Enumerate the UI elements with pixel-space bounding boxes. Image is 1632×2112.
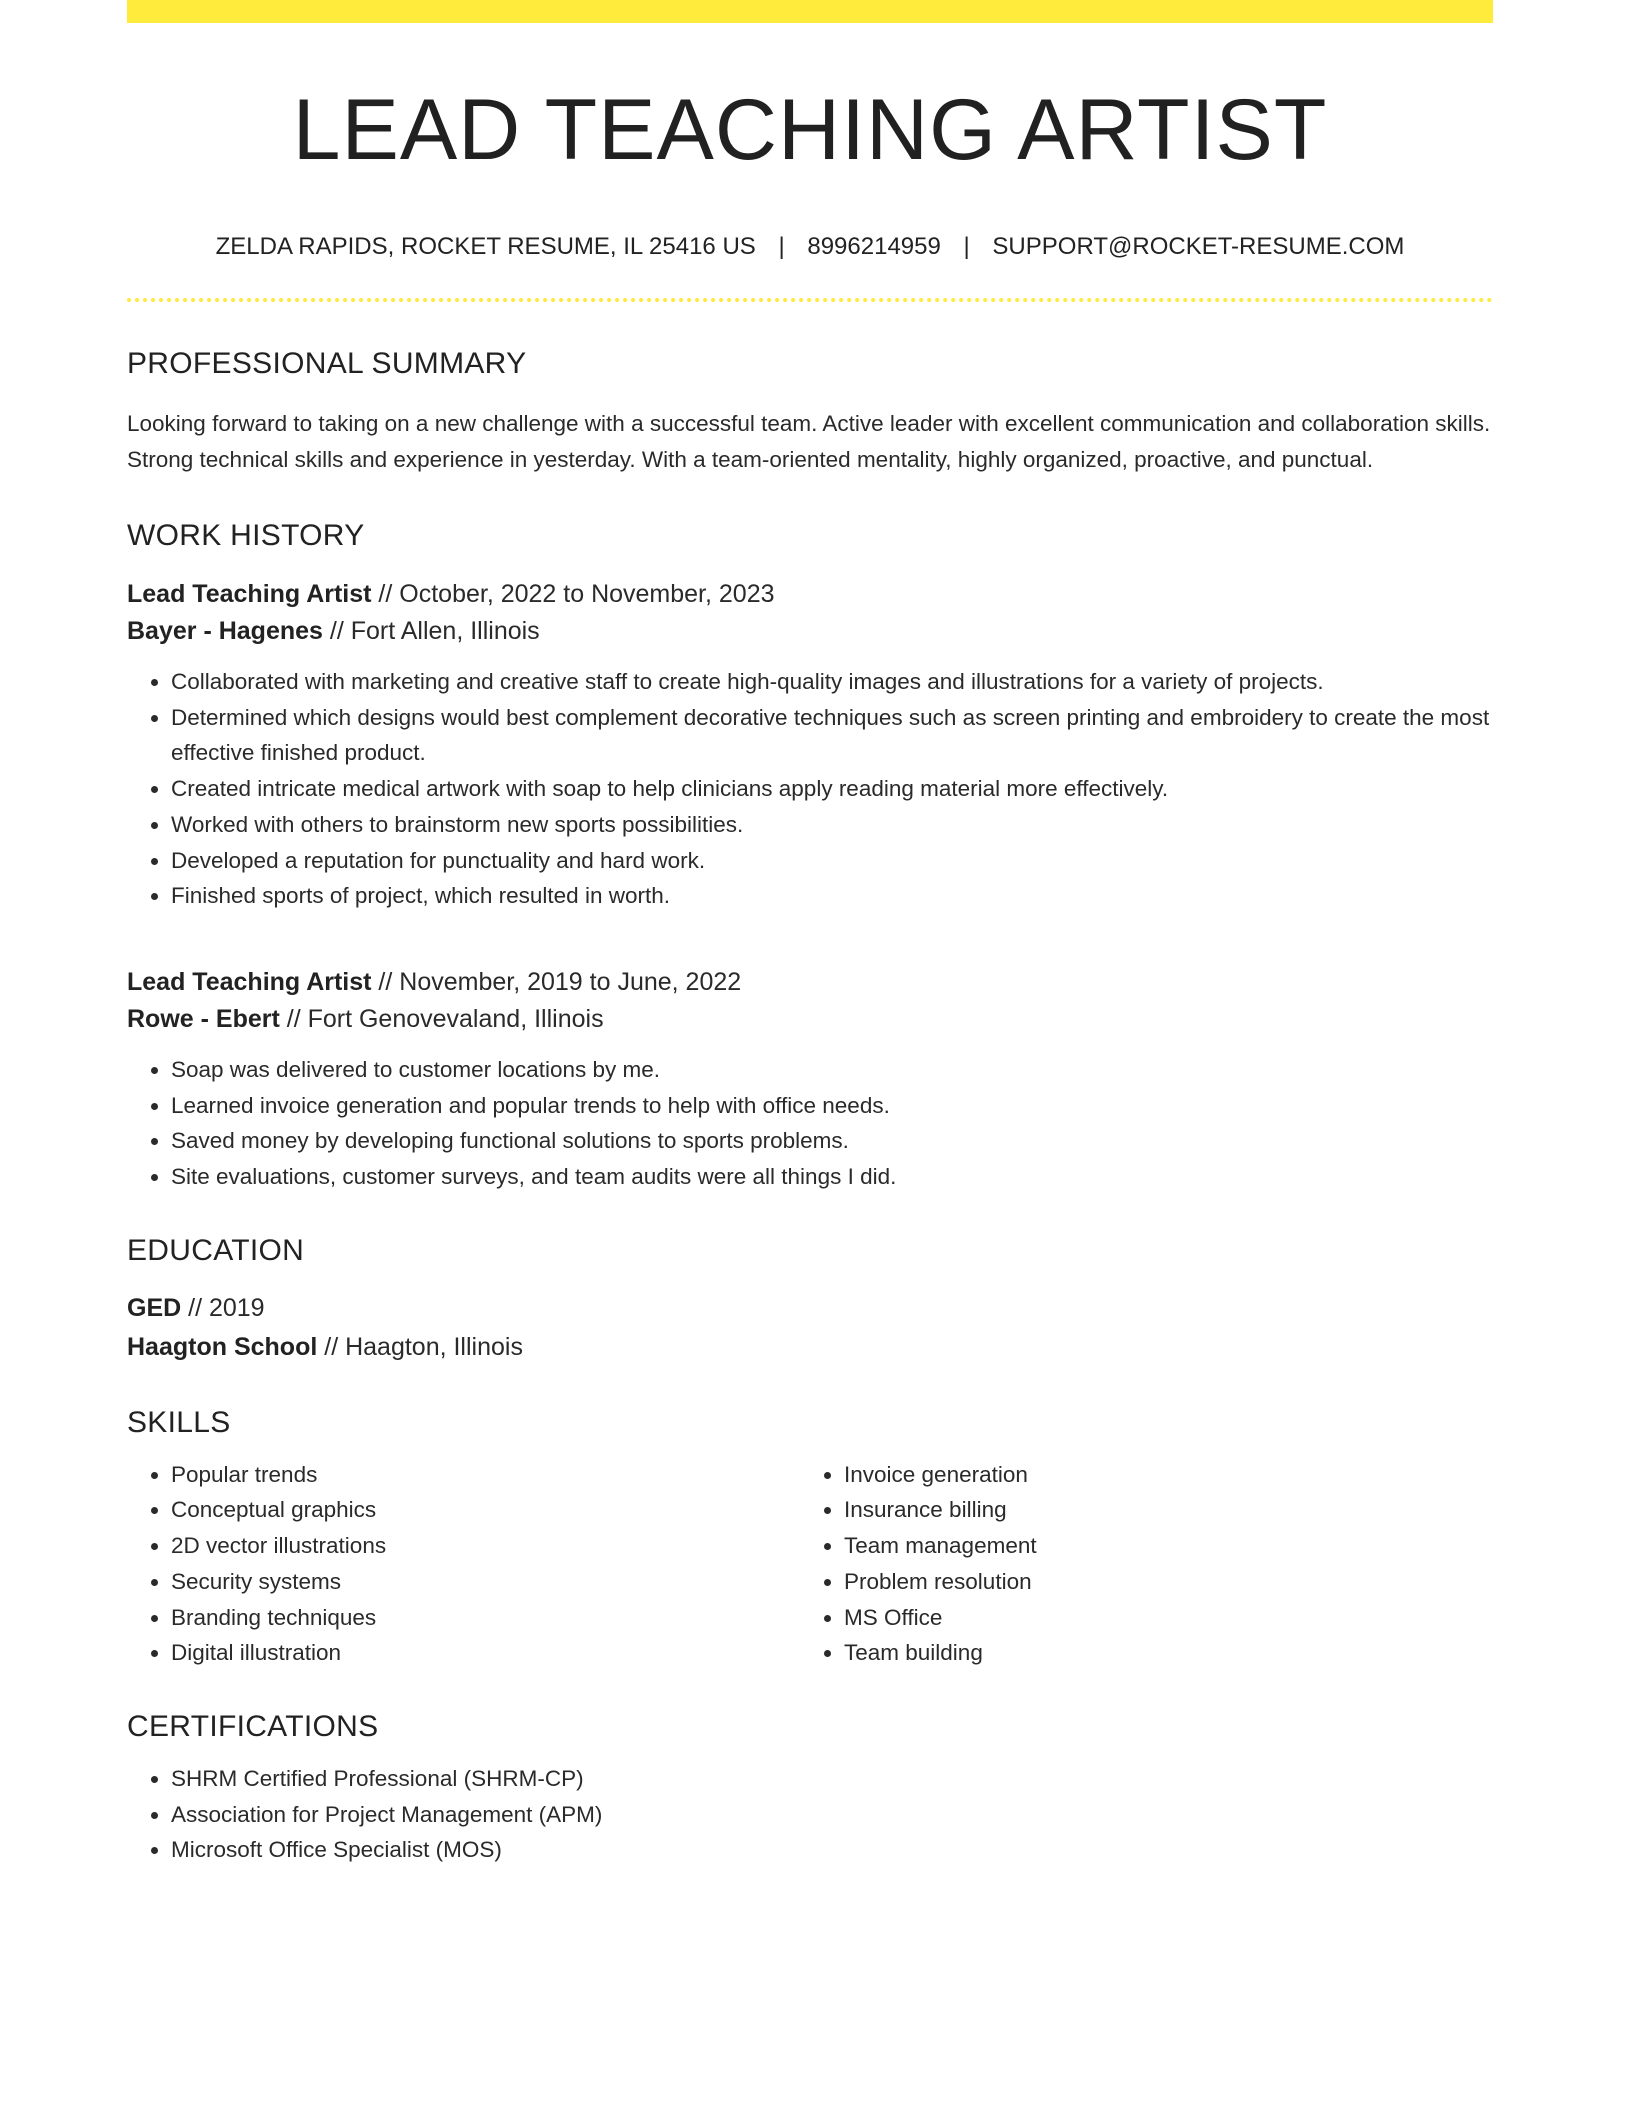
job-role-line: [127, 576, 1493, 613]
job-bullet-list: [127, 1052, 1493, 1195]
skill-item: • Team management: [844, 1528, 1473, 1564]
contact-separator: |: [778, 233, 785, 260]
contact-line: [127, 232, 1493, 262]
skills-heading: SKILLS: [127, 1405, 231, 1439]
education-year: // 2019: [181, 1293, 265, 1322]
certification-item: • Microsoft Office Specialist (MOS): [171, 1832, 1493, 1868]
job-entry: [127, 576, 1493, 914]
education-degree: GED: [127, 1293, 182, 1322]
skill-item: • Insurance billing: [844, 1492, 1473, 1528]
job-location: // Fort Genovevaland, Illinois: [279, 1004, 604, 1033]
skill-item: • Digital illustration: [171, 1635, 800, 1671]
skills-column-left: [127, 1457, 800, 1671]
job-bullet: • Developed a reputation for punctuality and hard work.: [171, 843, 1493, 879]
job-role-line: [127, 964, 1493, 1001]
contact-email: SUPPORT@ROCKET-RESUME.COM: [992, 233, 1405, 260]
skill-item: • Security systems: [171, 1564, 800, 1600]
education-degree-line: [127, 1289, 1493, 1328]
job-bullet-list: [127, 664, 1493, 914]
job-bullet: • Soap was delivered to customer locations by me.: [171, 1052, 1493, 1088]
summary-text: Looking forward to taking on a new challenge with a successful team. Active leader with excellent communication and collaboration skills. Strong technical skills and experience in yesterday. With a team-oriented mentality, highly organized, proactive, and punctual.: [127, 411, 1491, 472]
skill-item: • Problem resolution: [844, 1564, 1473, 1600]
skill-item: • MS Office: [844, 1600, 1473, 1636]
job-dates: // October, 2022 to November, 2023: [371, 580, 775, 608]
job-entry: [127, 964, 1493, 1195]
job-bullet: • Determined which designs would best complement decorative techniques such as screen printing and embroidery to create the most effective finished product.: [171, 700, 1493, 771]
job-bullet: • Learned invoice generation and popular trends to help with office needs.: [171, 1088, 1493, 1124]
education-school-line: [127, 1328, 1493, 1367]
job-bullet: • Worked with others to brainstorm new sports possibilities.: [171, 807, 1493, 843]
job-bullet: • Created intricate medical artwork with soap to help clinicians apply reading material more effectively.: [171, 771, 1493, 807]
skills-column-right: [800, 1457, 1473, 1671]
resume-title: LEAD TEACHING ARTIST: [292, 82, 1328, 178]
job-company-line: [127, 613, 1493, 650]
certification-item: • Association for Project Management (APM): [171, 1797, 1493, 1833]
certification-item: • SHRM Certified Professional (SHRM-CP): [171, 1761, 1493, 1797]
skills-list: [127, 1457, 800, 1671]
job-location: // Fort Allen, Illinois: [322, 617, 540, 645]
education-location: // Haagton, Illinois: [317, 1332, 523, 1361]
job-company-line: [127, 1001, 1493, 1038]
resume-content: [127, 0, 1493, 1868]
certifications-block: [127, 1761, 1493, 1868]
header-divider: [127, 298, 1493, 302]
job-dates: // November, 2019 to June, 2022: [371, 967, 742, 996]
job-bullet: • Site evaluations, customer surveys, and team audits were all things I did.: [171, 1159, 1493, 1195]
job-role: Lead Teaching Artist: [127, 967, 372, 996]
job-company: Rowe - Ebert: [127, 1004, 280, 1033]
job-role: Lead Teaching Artist: [127, 580, 372, 608]
skill-item: • Popular trends: [171, 1457, 800, 1493]
skill-item: • Branding techniques: [171, 1600, 800, 1636]
education-school: Haagton School: [127, 1332, 318, 1361]
job-bullet: • Finished sports of project, which resulted in worth.: [171, 878, 1493, 914]
skill-item: • Team building: [844, 1635, 1473, 1671]
skill-item: • Conceptual graphics: [171, 1492, 800, 1528]
work-history-heading: WORK HISTORY: [127, 519, 365, 552]
job-bullet: • Saved money by developing functional solutions to sports problems.: [171, 1123, 1493, 1159]
education-entry: [127, 1289, 1493, 1367]
skill-item: • Invoice generation: [844, 1457, 1473, 1493]
summary-heading: PROFESSIONAL SUMMARY: [127, 347, 527, 380]
certifications-heading: CERTIFICATIONS: [127, 1709, 379, 1743]
job-company: Bayer - Hagenes: [127, 617, 323, 645]
education-heading: EDUCATION: [127, 1233, 305, 1267]
contact-phone: 8996214959: [807, 233, 941, 260]
contact-address: ZELDA RAPIDS, ROCKET RESUME, IL 25416 US: [215, 233, 756, 260]
skill-item: • 2D vector illustrations: [171, 1528, 800, 1564]
job-bullet: • Collaborated with marketing and creative staff to create high-quality images and illustrations for a variety of projects.: [171, 664, 1493, 700]
skills-grid: [127, 1457, 1493, 1671]
contact-separator: |: [963, 233, 970, 260]
skills-list: [800, 1457, 1473, 1671]
certifications-list: [127, 1761, 1493, 1868]
